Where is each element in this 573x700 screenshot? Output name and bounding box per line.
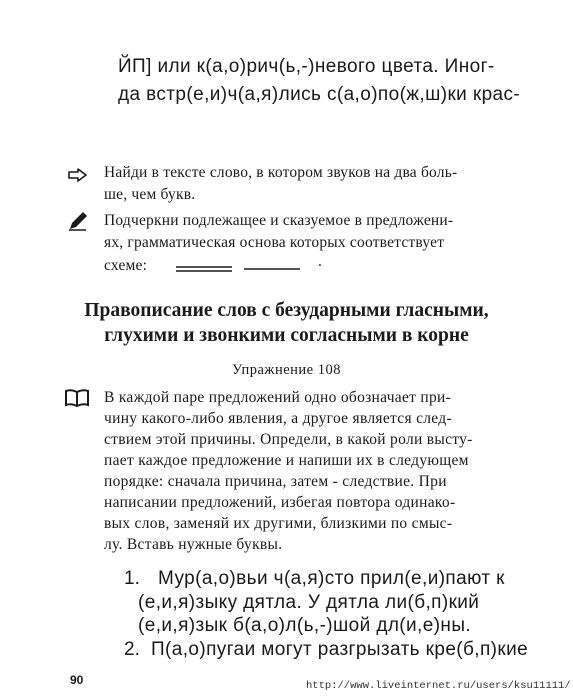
book-icon	[65, 389, 89, 407]
item-1-line-2: (е,и,я)зыку дятла. У дятла ли(б,п)кий	[138, 592, 480, 613]
exercise-text-line-4: пает каждое предложение и напиши их в следующем	[104, 452, 469, 469]
exercise-text-line-3: ствием этой причины. Определи, в какой роли высту-	[104, 431, 473, 448]
arrow-right-icon	[68, 168, 88, 182]
exercise-text-line-2: чину какого-либо явления, а другое является след-	[104, 410, 452, 427]
source-url: http://www.liveinternet.ru/users/ksu11111/	[306, 680, 571, 692]
exercise-label: Упражнение 108	[232, 362, 341, 378]
exercise-text-line-5: порядке: сначала причина, затем - следствие. При	[104, 473, 447, 490]
task-2-line-3: схеме:	[104, 257, 148, 274]
scheme-end-dot: .	[318, 253, 323, 270]
item-2-line-1: П(а,о)пугаи могут разгрызать кре(б,п)кие	[151, 639, 529, 660]
top-text-line-1: ЙП] или к(а,о)рич(ь,-)невого цвета. Иног-	[118, 56, 495, 77]
pencil-icon	[68, 211, 88, 231]
page-number: 90	[70, 673, 84, 687]
top-text-line-2: да встр(е,и)ч(а,я)лись с(а,о)по(ж,ш)ки крас-	[118, 84, 521, 105]
section-title-line-2: глухими и звонкими согласными в корне	[104, 325, 469, 346]
exercise-text-line-6: написании предложений, избегая повтора одинако-	[104, 494, 456, 511]
item-1-line-3: (е,и,я)зык б(а,о)л(ь,-)шой дл(и,е)ны.	[138, 615, 472, 636]
exercise-text-line-8: лу. Вставь нужные буквы.	[104, 536, 283, 553]
item-2-number: 2.	[124, 639, 140, 660]
section-title-line-1: Правописание слов с безударными гласными,	[84, 300, 489, 321]
task-1-line-2: ше, чем букв.	[104, 186, 196, 203]
task-2-line-1: Подчеркни подлежащее и сказуемое в предложени-	[104, 212, 454, 229]
exercise-text-line-1: В каждой паре предложений одно обозначает при-	[104, 389, 452, 406]
item-1-number: 1.	[124, 568, 140, 589]
task-1-line-1: Найди в тексте слово, в котором звуков на два боль-	[104, 164, 458, 181]
exercise-text-line-7: вых слов, заменяй их другими, близкими по смыс-	[104, 515, 453, 532]
grammar-scheme	[176, 262, 336, 276]
task-2-line-2: ях, грамматическая основа которых соответствует	[104, 234, 445, 251]
item-1-line-1: Мур(а,о)вьи ч(а,я)сто прил(е,и)пают к	[158, 568, 505, 589]
